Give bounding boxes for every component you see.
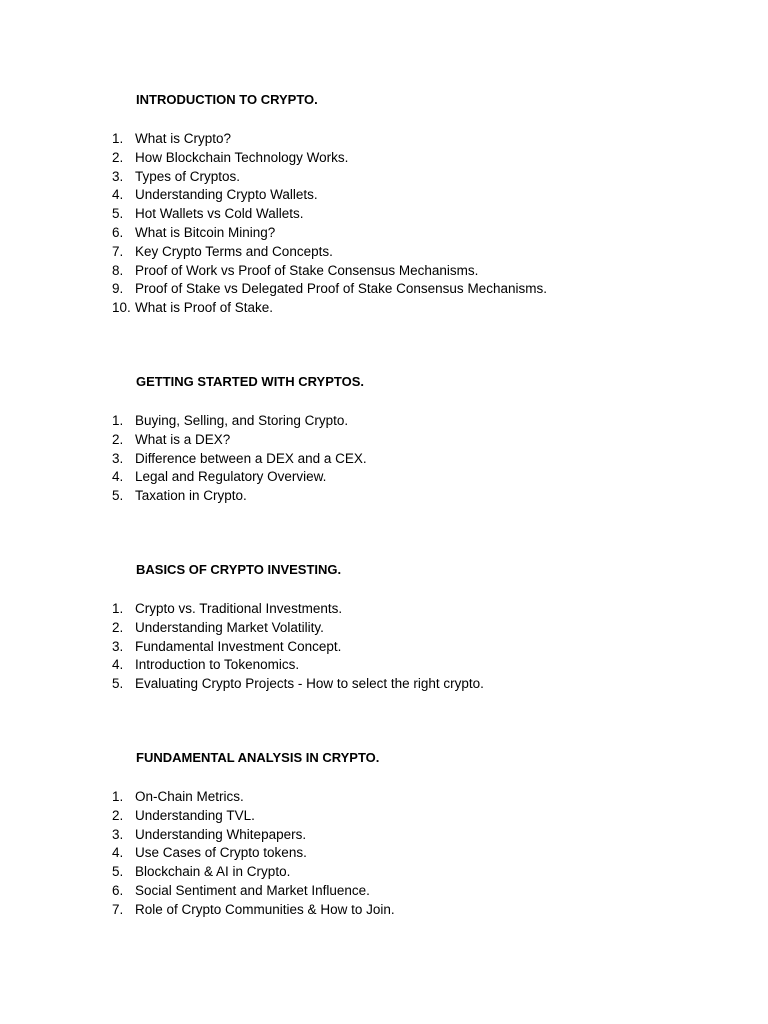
- list-number: 5.: [112, 864, 124, 880]
- list-number: 4.: [112, 469, 124, 485]
- list-number: 1.: [112, 413, 124, 428]
- list-item-text: Understanding Crypto Wallets.: [135, 187, 318, 203]
- list-item-text: What is Crypto?: [135, 131, 232, 146]
- list-number: 5.: [112, 676, 124, 692]
- list-number: 3.: [112, 168, 124, 184]
- list-number: 5.: [112, 206, 124, 222]
- list-item-text: Social Sentiment and Market Influence.: [135, 882, 370, 898]
- list-item-text: Role of Crypto Communities & How to Join.: [135, 901, 395, 917]
- list-item-text: Key Crypto Terms and Concepts.: [135, 243, 333, 259]
- list-item-text: Buying, Selling, and Storing Crypto.: [135, 413, 349, 428]
- list-item-text: Understanding TVL.: [135, 807, 255, 823]
- list-number: 2.: [112, 431, 124, 447]
- list-item-text: Understanding Whitepapers.: [135, 826, 307, 842]
- list-number: 3.: [112, 450, 124, 466]
- list-item-text: How Blockchain Technology Works.: [135, 149, 349, 165]
- section-heading: BASICS OF CRYPTO INVESTING.: [136, 562, 342, 577]
- list-item-text: Hot Wallets vs Cold Wallets.: [135, 206, 304, 222]
- list-item-text: Types of Cryptos.: [135, 168, 241, 184]
- list-number: 8.: [112, 262, 124, 278]
- list-item-text: Proof of Stake vs Delegated Proof of Stake Consensus Mechanisms.: [135, 281, 547, 297]
- list-item-text: Understanding Market Volatility.: [135, 619, 324, 635]
- list-number: 10.: [112, 300, 131, 316]
- list-number: 6.: [112, 882, 124, 898]
- list-item-text: Fundamental Investment Concept.: [135, 638, 342, 654]
- list-number: 7.: [112, 901, 124, 917]
- list-item-text: Legal and Regulatory Overview.: [135, 469, 327, 485]
- list-item-text: On-Chain Metrics.: [135, 789, 244, 804]
- list-number: 1.: [112, 131, 124, 146]
- list-number: 6.: [112, 224, 124, 240]
- list-number: 4.: [112, 657, 124, 673]
- list-number: 4.: [112, 187, 124, 203]
- list-number: 1.: [112, 601, 124, 616]
- list-item-text: Blockchain & AI in Crypto.: [135, 864, 291, 880]
- list-number: 2.: [112, 619, 124, 635]
- list-number: 2.: [112, 149, 124, 165]
- list-number: 4.: [112, 845, 124, 861]
- list-item-text: Proof of Work vs Proof of Stake Consensus Mechanisms.: [135, 262, 479, 278]
- list-item-text: What is Proof of Stake.: [135, 300, 274, 316]
- list-item-text: Introduction to Tokenomics.: [135, 657, 300, 673]
- list-number: 7.: [112, 243, 124, 259]
- list-item-text: Difference between a DEX and a CEX.: [135, 450, 367, 466]
- list-number: 2.: [112, 807, 124, 823]
- list-item-text: Use Cases of Crypto tokens.: [135, 845, 307, 861]
- list-item-text: Crypto vs. Traditional Investments.: [135, 601, 343, 616]
- section-heading: GETTING STARTED WITH CRYPTOS.: [136, 374, 364, 389]
- section-heading: FUNDAMENTAL ANALYSIS IN CRYPTO.: [136, 750, 380, 765]
- section-heading: INTRODUCTION TO CRYPTO.: [136, 92, 318, 107]
- list-item-text: What is Bitcoin Mining?: [135, 224, 276, 240]
- list-number: 5.: [112, 488, 124, 504]
- list-item-text: Evaluating Crypto Projects - How to select the right crypto.: [135, 676, 484, 692]
- list-item-text: Taxation in Crypto.: [135, 488, 247, 504]
- list-number: 1.: [112, 789, 124, 804]
- list-number: 3.: [112, 826, 124, 842]
- list-number: 3.: [112, 638, 124, 654]
- list-item-text: What is a DEX?: [135, 431, 231, 447]
- list-number: 9.: [112, 281, 124, 297]
